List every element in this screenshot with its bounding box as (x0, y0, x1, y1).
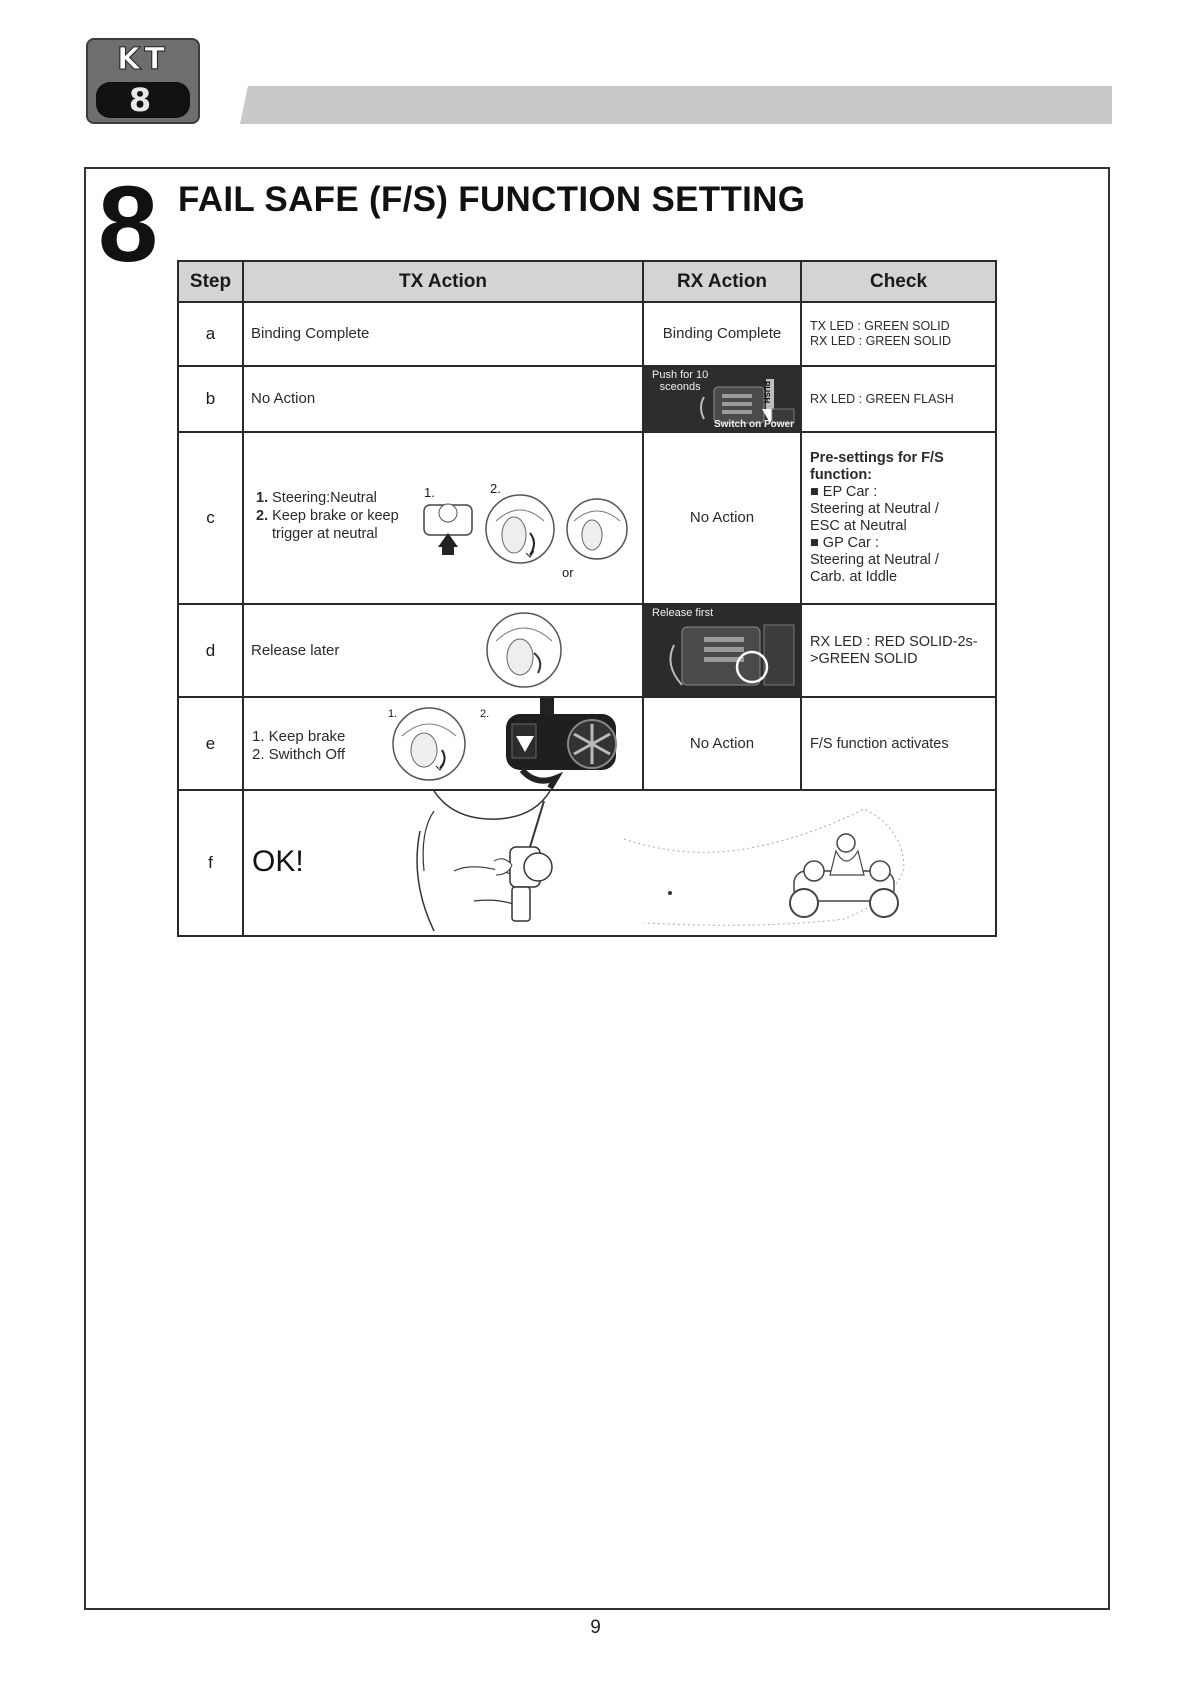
transmitter-switch-off-photo (496, 698, 636, 789)
check-line: ■ EP Car : (810, 484, 878, 500)
kt8-logo (86, 38, 200, 124)
check-line: ■ GP Car : (810, 535, 879, 551)
photo-caption-top: Push for 10 sceonds (652, 369, 709, 393)
photo-caption-top: Release first (652, 607, 714, 619)
transmitter-steering-illustration (422, 491, 632, 581)
step-marker-2: 2. (480, 708, 490, 720)
fail-safe-steps-table (177, 260, 997, 937)
table-row (178, 302, 996, 366)
header-rx-action: RX Action (643, 261, 801, 302)
receiver-push-photo (644, 367, 800, 431)
header-bar (240, 86, 1112, 124)
trigger-release-illustration (484, 609, 564, 691)
or-label: or (562, 565, 574, 580)
rx-action-text: No Action (689, 734, 755, 752)
table-header-row (178, 261, 996, 302)
header-check: Check (801, 261, 996, 302)
page-number: 9 (590, 1617, 601, 1638)
tx-action-text: Binding Complete (251, 325, 370, 342)
logo-eight-text: 8 (128, 81, 158, 119)
check-title: Pre-settings for F/S function: (810, 450, 944, 483)
table-row (178, 604, 996, 697)
table-row (178, 366, 996, 432)
header-step: Step (178, 261, 243, 302)
go-kart-driving-illustration (624, 791, 924, 933)
check-text: RX LED : GREEN FLASH (810, 392, 954, 406)
step-marker-1: 1. (388, 708, 398, 720)
check-line: ESC at Neutral (810, 518, 907, 534)
step-label: e (178, 697, 243, 790)
section-number: 8 (98, 163, 159, 284)
check-line: Steering at Neutral / (810, 501, 939, 517)
tx-action-list: 1. Steering:Neutral 2. Keep brake or keep trigger at neutral (256, 490, 399, 542)
step-label: b (178, 366, 243, 432)
rx-action-text: Binding Complete (662, 325, 782, 342)
receiver-release-photo (644, 605, 800, 696)
step-label: c (178, 432, 243, 604)
check-line: >GREEN SOLID (810, 650, 918, 667)
step-label: d (178, 604, 243, 697)
photo-caption-bottom: Switch on Power (713, 419, 794, 430)
check-line: Carb. at Iddle (810, 569, 898, 585)
tx-action-list: 1. Keep brake 2. Swithch Off (252, 728, 346, 763)
tx-action-text: No Action (251, 390, 316, 407)
step-label: f (178, 790, 243, 936)
person-holding-transmitter-illustration (414, 791, 574, 933)
keep-brake-illustration (390, 704, 468, 784)
check-line: RX LED : RED SOLID-2s- (810, 633, 978, 650)
table-row (178, 790, 996, 936)
tx-action-text: Release later (251, 642, 340, 659)
step-label: a (178, 302, 243, 366)
check-line: Steering at Neutral / (810, 552, 939, 568)
push-label: PUSH (762, 381, 771, 404)
header-tx-action: TX Action (243, 261, 643, 302)
step-marker-2: 2. (490, 481, 501, 496)
section-title: FAIL SAFE (F/S) FUNCTION SETTING (178, 180, 806, 219)
table-row (178, 697, 996, 790)
check-line: TX LED : GREEN SOLID (810, 319, 950, 333)
table-row (178, 432, 996, 604)
ok-text: OK! (252, 845, 304, 878)
step-marker-1: 1. (424, 485, 435, 500)
logo-eight-plate (96, 82, 190, 118)
check-text: F/S function activates (810, 735, 949, 752)
logo-kt-text: KT (117, 42, 169, 77)
check-line: RX LED : GREEN SOLID (810, 334, 952, 348)
rx-action-text: No Action (689, 509, 755, 526)
